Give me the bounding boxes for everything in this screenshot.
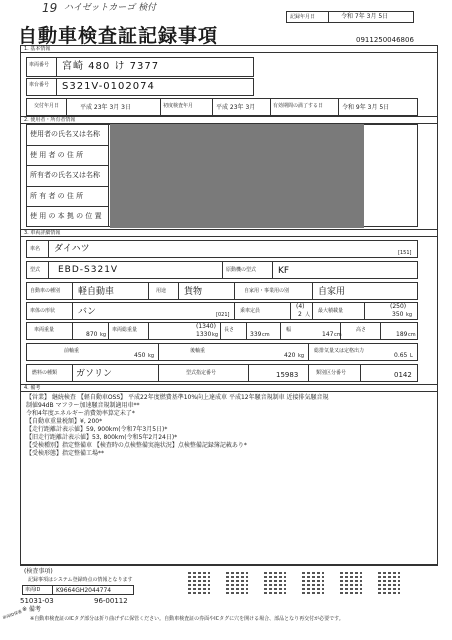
record-date-value: 令和 7年 3月 5日 [341,13,389,20]
section-vehicle-header: 3. 車両詳細情報 [20,229,438,237]
handwritten-number: 19 [42,1,58,15]
note-line: 制値94dB マフラー加速騒音規制適用車** [26,402,140,409]
capacity-unit: 人 [305,312,311,318]
qr-code-3 [262,572,286,596]
displacement-value: 0.65 [394,352,408,359]
note-line: 【受検形態】指定整備工場** [26,450,105,457]
length-label: 長さ [224,327,235,333]
use-value: 貨物 [184,287,203,297]
document-number: 0911250046806 [356,36,414,44]
spec-label: 型式指定番号 [186,370,217,376]
front-axle-label: 前軸重 [64,348,80,354]
qr-code-2 [224,572,248,596]
first-reg-label: 初度検査年月 [163,103,194,109]
type-label: 自動車の種別 [30,288,61,294]
model-label: 型式 [30,267,41,273]
maker-code: [151] [398,250,412,256]
owner-row-user-name: 使用者の氏名又は名称 [30,130,100,138]
class-label: 類別区分番号 [316,370,347,376]
rear-axle-unit: kg [298,353,305,359]
capacity-value: 2 [298,311,302,318]
note-line: 【受検種別】指定整備車 【検査時の点検整備実施状況】点検整備記録簿記載あり* [26,442,247,449]
fuel-value: ガソリン [76,369,113,379]
model-value: EBD-S321V [58,265,119,275]
rear-axle-label: 後軸重 [190,348,206,354]
chassis-label: 車台番号 [29,82,50,88]
chassis-value: S321V-0102074 [62,81,155,92]
owner-row-base-location: 使 用 の 本 拠 の 位 置 [30,212,102,220]
width-value: 147 [322,331,334,338]
maxload-paren: (250) [390,303,407,310]
section-owner-header: 2. 使用者・所有者情報 [20,116,438,124]
qr-code-1 [186,572,210,596]
note-line: 【走行距離計表示値】59, 900km(令和7年3月5日)* [26,426,168,433]
footer-code-1: 51031-03 [20,597,54,605]
displacement-unit: L [410,353,413,359]
maxload-unit: kg [406,312,413,318]
vehicle-id-label: 車両ID [25,587,41,593]
system-note: 記録事項はシステム登録時点の情報となります [28,577,133,583]
weight-unit: kg [100,332,107,338]
length-unit: cm [262,332,270,338]
owner-row-owner-address: 所 有 者 の 住 所 [30,192,84,200]
front-axle-value: 450 [134,352,146,359]
weight-value: 870 [86,331,98,338]
gross-unit: kg [212,332,219,338]
rear-axle-value: 420 [284,352,296,359]
footer-code-2: 96-00112 [94,597,128,605]
info-header: (検査事項) [24,568,53,575]
handwritten-note: ハイゼットカーゴ 検付 [64,3,157,13]
fuel-label: 燃料の種類 [32,370,58,376]
engine-value: KF [278,266,290,276]
gross-label: 車両総重量 [112,327,138,333]
use-label: 用途 [156,288,167,294]
front-axle-unit: kg [148,353,155,359]
body-label: 車体の形状 [30,308,56,314]
maxload-label: 最大積載量 [318,308,344,314]
body-value: バン [78,307,97,317]
issue-value: 平成 23年 3月 3日 [80,104,131,111]
qr-code-5 [338,572,362,596]
section-basic-header: 1. 基本情報 [20,45,438,53]
body-code: [021] [216,312,230,318]
bottom-note: ※自動車検査証のICタグ部分は折り曲げずに保管ください。自動車検査証の券面やICタグに穴を開ける場合、部品となり再交付が必要です。 [30,616,344,622]
note-label: ※ 備考 [22,606,41,613]
class-value: 0142 [394,371,412,379]
section-notes-header: 4. 備考 [20,384,438,392]
height-label: 高さ [356,327,367,333]
type-value: 軽自動車 [78,287,115,297]
owner-row-user-address: 使 用 者 の 住 所 [30,151,84,159]
redaction-block [110,124,364,228]
gross-value: 1330 [196,331,212,338]
capacity-label: 乗車定員 [240,308,261,314]
height-value: 189 [396,331,408,338]
note-line: 【旧走行距離計表示値】53, 800km(令和5年2月24日)* [26,434,178,441]
width-unit: cm [334,332,342,338]
maxload-value: 350 [392,311,404,318]
private-label: 自家用・事業用の別 [244,288,290,294]
first-reg-value: 平成 23年 3月 [216,104,256,111]
plate-label: 車両番号 [29,62,50,68]
expiry-label: 有効期間の満了する日 [273,103,324,109]
note-line: 【自動車重量税額】¥, 200* [26,418,103,425]
plate-value: 宮崎 480 け 7377 [62,61,160,72]
width-label: 幅 [286,327,292,333]
gross-paren: (1340) [196,323,216,330]
maker-value: ダイハツ [54,244,90,254]
weight-label: 車両重量 [34,327,55,333]
stamp-mark: 車両ID採番 [1,608,23,621]
displacement-label: 総排気量又は定格出力 [314,348,365,354]
note-line: 令和4年度エネルギー消費効率算定未了* [26,410,135,417]
record-date-label: 記録年月日 [290,14,316,20]
private-value: 自家用 [318,287,346,297]
maker-label: 車名 [30,246,41,252]
capacity-paren: (4) [296,303,305,310]
qr-code-4 [300,572,324,596]
issue-label: 交付年月日 [34,103,60,109]
note-line: 【営業】 継続検査 【軽自動車OSS】 平成22年度燃費基準10%向上達成車 平成12年騒音規制車 近接排気騒音規 [26,394,329,401]
engine-label: 原動機の型式 [226,267,257,273]
height-unit: cm [408,332,416,338]
length-value: 339 [250,331,262,338]
spec-value: 15983 [276,371,299,379]
page-title: 自動車検査証記録事項 [18,25,219,47]
owner-row-owner-name: 所有者の氏名又は名称 [30,171,100,179]
vehicle-id-value: K9664GH2044774 [56,587,112,594]
expiry-value: 令和 9年 3月 5日 [342,104,390,111]
qr-code-6 [376,572,400,596]
